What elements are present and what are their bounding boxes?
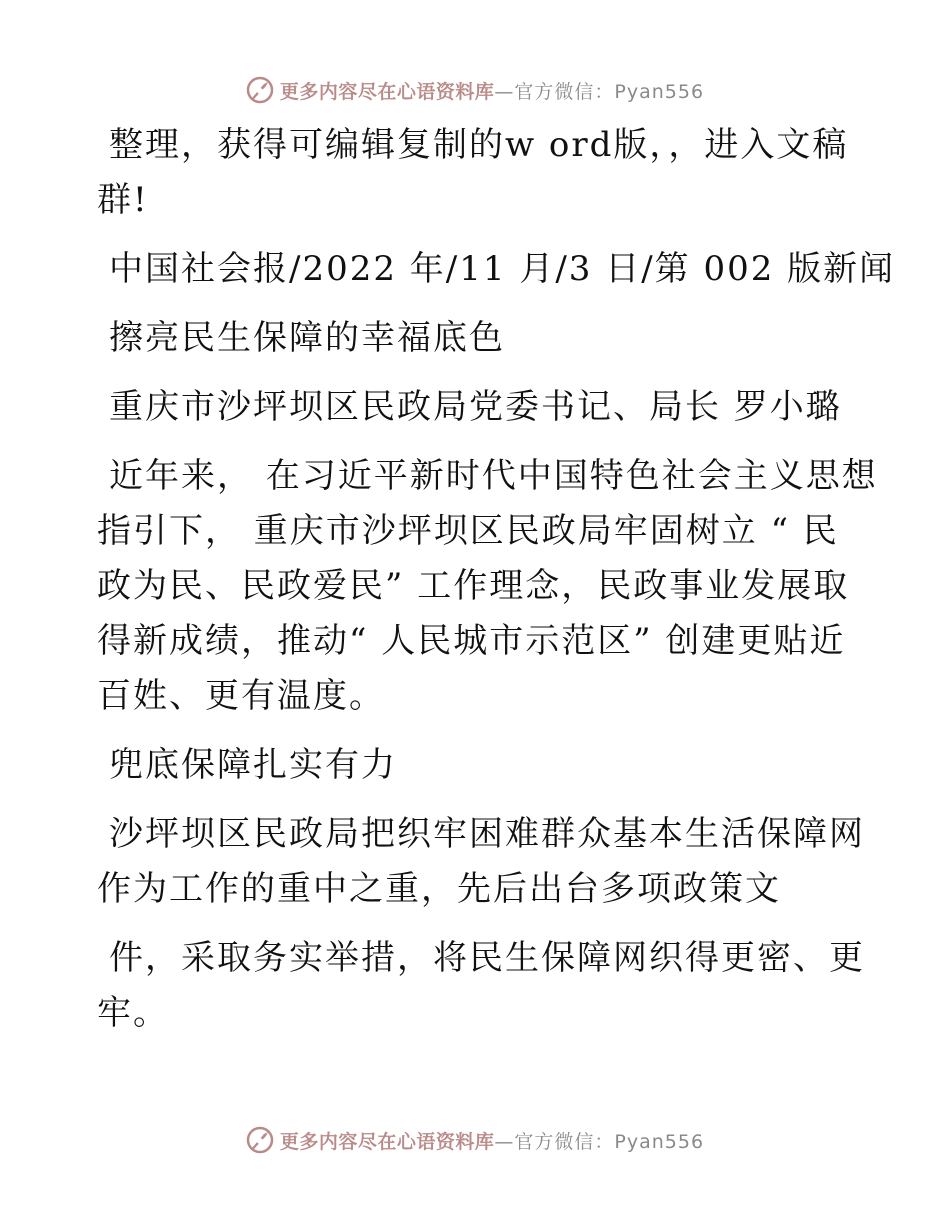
watermark-sub-text: —官方微信：Pyan556	[494, 80, 705, 103]
watermark-main-text: 更多内容尽在心语资料库	[279, 80, 495, 103]
paragraph	[97, 118, 857, 228]
watermark-banner-top	[0, 70, 950, 110]
watermark-sub-text: —官方微信：Pyan556	[494, 1130, 705, 1153]
text-line: 指引下， 重庆市沙坪坝区民政局牢固树立 “ 民	[97, 511, 839, 551]
text-line: 整理，获得可编辑复制的w ord版，，进入文稿	[109, 125, 849, 165]
text-line: 近年来， 在习近平新时代中国特色社会主义思想	[109, 456, 878, 496]
paragraph	[97, 449, 878, 724]
text-line: 擦亮民生保障的幸福底色	[109, 318, 505, 358]
text-line: 件，采取务实举措，将民生保障网织得更密、更	[109, 938, 865, 978]
paragraph	[97, 807, 865, 917]
watermark-banner-bottom	[0, 1120, 950, 1160]
quill-pen-logo-icon	[246, 76, 274, 104]
text-line: 重庆市沙坪坝区民政局党委书记、局长 罗小璐	[109, 387, 842, 427]
publication-source	[97, 242, 896, 297]
text-line: 沙坪坝区民政局把织牢困难群众基本生活保障网	[109, 814, 865, 854]
article-author	[97, 380, 857, 435]
text-line: 政为民、民政爱民” 工作理念，民政事业发展取	[97, 566, 850, 606]
text-line: 群!	[97, 180, 149, 220]
document-body	[97, 118, 896, 1055]
text-line: 百姓、更有温度。	[97, 676, 385, 716]
watermark-main-text: 更多内容尽在心语资料库	[279, 1130, 495, 1153]
text-line: 牢。	[97, 993, 169, 1033]
text-line: 得新成绩，推动“ 人民城市示范区” 创建更贴近	[97, 621, 846, 661]
text-line: 兜底保障扎实有力	[109, 745, 397, 785]
article-title	[97, 311, 857, 366]
text-line: 中国社会报/2022 年/11 月/3 日/第 002 版新闻	[109, 249, 896, 289]
text-line: 作为工作的重中之重，先后出台多项政策文	[97, 869, 781, 909]
quill-pen-logo-icon	[246, 1126, 274, 1154]
paragraph	[97, 931, 865, 1041]
section-heading	[97, 738, 857, 793]
